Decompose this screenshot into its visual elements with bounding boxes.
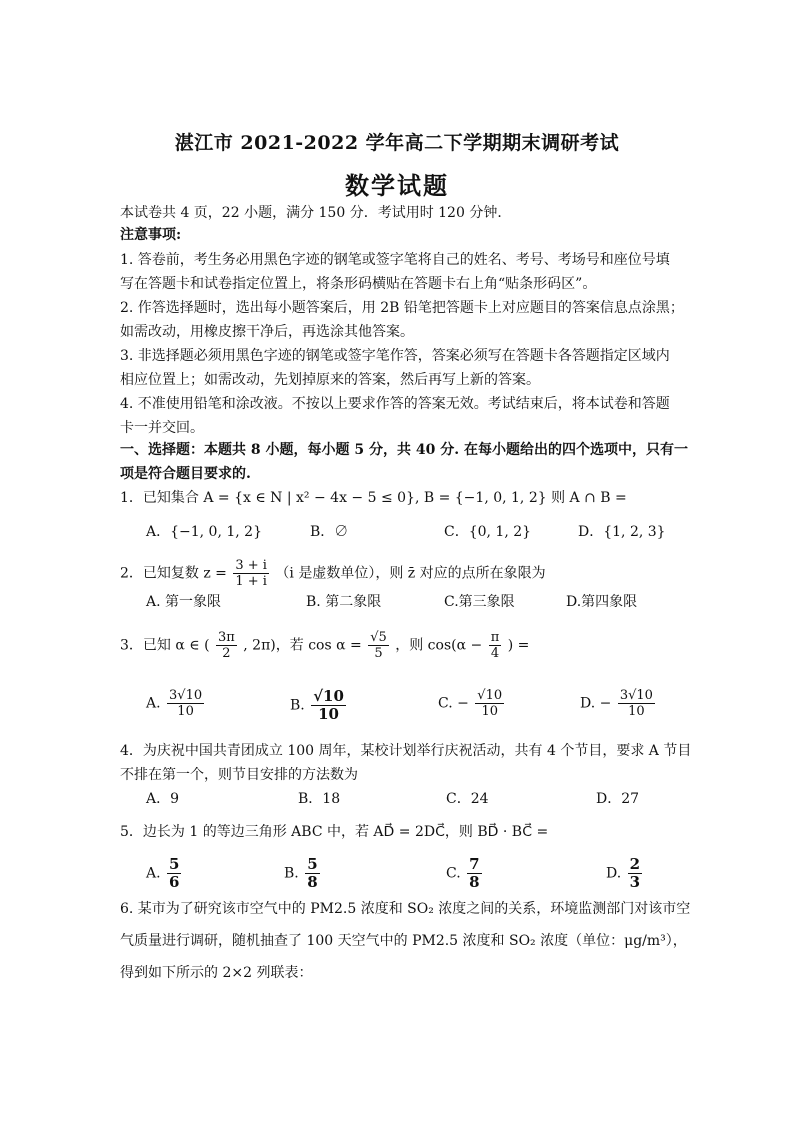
- q3-mid: , 2π)，若 cos α =: [243, 637, 362, 654]
- q3-option-b: [290, 688, 348, 723]
- q3-option-c-den: 10: [481, 704, 498, 719]
- q3-interval-den: 2: [222, 646, 231, 661]
- q2-option-d: D.第四象限: [566, 594, 638, 610]
- q3-option-c: [438, 688, 506, 719]
- q5-option-a-den: 6: [169, 873, 180, 891]
- section-heading-cont: 项是符合题目要求的.: [120, 466, 251, 482]
- question-2-stem: [120, 558, 546, 589]
- q5-option-d-num: 2: [629, 855, 641, 873]
- q5-option-a-label: A.: [146, 865, 161, 882]
- q5-option-a-fraction: [167, 856, 181, 891]
- notes-line: 1. 答卷前，考生务必用黑色字迹的钢笔或签字笔将自己的姓名、考号、考场号和座位号填: [120, 252, 670, 268]
- q1-option-c: C．{0, 1, 2}: [444, 524, 532, 540]
- q3-option-a: [146, 688, 206, 719]
- q4-option-a: A．9: [146, 791, 180, 807]
- section-heading: 一、选择题：本题共 8 小题，每小题 5 分，共 40 分. 在每小题给出的四个选项中，只有一: [120, 442, 688, 458]
- q4-option-d: D．27: [596, 791, 640, 807]
- q3-option-d-num: 3√10: [619, 688, 653, 703]
- q5-option-c-label: C.: [446, 865, 461, 882]
- q2-pre: 2．已知复数 z =: [120, 565, 227, 582]
- question-6-line: 6. 某市为了研究该市空气中的 PM2.5 浓度和 SO₂ 浓度之间的关系，环境监测部门对该市空: [120, 901, 691, 917]
- q5-option-c-den: 8: [469, 873, 480, 891]
- q3-option-b-den: 10: [318, 705, 339, 723]
- q3-cos-den: 5: [374, 646, 383, 661]
- q5-option-d: [606, 856, 644, 891]
- question-3-stem: [120, 630, 529, 661]
- q5-option-d-den: 3: [629, 873, 641, 891]
- q5-option-b-num: 5: [307, 855, 318, 873]
- q3-shift-fraction: [489, 630, 502, 661]
- q3-option-b-fraction: [311, 688, 346, 723]
- q4-option-c: C．24: [446, 791, 489, 807]
- q5-option-c: [446, 856, 484, 891]
- notes-line: 3. 非选择题必须用黑色字迹的钢笔或签字笔作答，答案必须写在答题卡各答题指定区域内: [120, 348, 670, 364]
- question-1-stem: 1．已知集合 A = {x ∈ N | x² − 4x − 5 ≤ 0}, B = {−1, 0, 1, 2} 则 A ∩ B =: [120, 490, 627, 506]
- q5-option-b: [284, 856, 322, 891]
- q2-post: （i 是虚数单位），则 z̄ 对应的点所在象限为: [275, 565, 546, 582]
- q3-option-d-label: D. −: [580, 695, 612, 712]
- question-4-line: 不排在第一个，则节目安排的方法数为: [120, 767, 358, 783]
- q2-option-c: C.第三象限: [444, 594, 515, 610]
- q5-option-a: [146, 856, 183, 891]
- q3-option-c-num: √10: [477, 688, 503, 703]
- q3-post: ) =: [507, 637, 530, 654]
- question-6-line: 得到如下所示的 2×2 列联表：: [120, 965, 313, 981]
- notes-line: 相应位置上；如需改动，先划掉原来的答案，然后再写上新的答案。: [120, 372, 540, 388]
- q3-interval-fraction: [216, 630, 237, 661]
- exam-title: 湛江市 2021-2022 学年高二下学期期末调研考试: [174, 132, 620, 154]
- q5-option-c-fraction: [467, 856, 481, 891]
- q5-option-d-label: D.: [606, 865, 622, 882]
- q2-option-a: A. 第一象限: [146, 594, 222, 610]
- q3-shift-num: π: [490, 630, 500, 645]
- q3-option-b-num: √10: [313, 687, 344, 705]
- subject-title: 数学试题: [345, 171, 449, 200]
- q3-option-b-label: B.: [290, 697, 305, 714]
- q1-option-b: B．∅: [310, 524, 349, 540]
- q3-option-d-den: 10: [628, 704, 645, 719]
- q3-shift-den: 4: [490, 646, 500, 661]
- q3-option-a-den: 10: [177, 704, 194, 719]
- notes-line: 卡一并交回。: [120, 420, 204, 436]
- q3-option-a-fraction: [167, 688, 204, 719]
- q3-option-d-fraction: [618, 688, 655, 719]
- q3-pre: 3．已知 α ∈ (: [120, 637, 210, 654]
- q3-option-a-label: A.: [146, 695, 161, 712]
- notes-line: 4. 不准使用铅笔和涂改液。不按以上要求作答的答案无效。考试结束后，将本试卷和答题: [120, 396, 670, 412]
- q3-option-a-num: 3√10: [169, 688, 203, 703]
- q5-option-b-den: 8: [307, 873, 318, 891]
- q5-option-c-num: 7: [469, 855, 480, 873]
- question-5-stem: 5．边长为 1 的等边三角形 ABC 中，若 AD⃗ = 2DC⃗，则 BD⃗ · BC⃗ =: [120, 824, 549, 840]
- intro-line: 本试卷共 4 页，22 小题，满分 150 分．考试用时 120 分钟．: [120, 205, 512, 221]
- q5-option-d-fraction: [628, 856, 642, 891]
- q1-option-d: D．{1, 2, 3}: [578, 524, 666, 540]
- q3-cos-fraction: [368, 630, 389, 661]
- q3-cos-num: √5: [370, 630, 387, 645]
- q1-option-a: A．{−1, 0, 1, 2}: [146, 524, 262, 540]
- q5-option-a-num: 5: [169, 855, 180, 873]
- q5-option-b-label: B.: [284, 865, 299, 882]
- q2-fraction-num: 3 + i: [235, 558, 267, 573]
- notes-line: 如需改动，用橡皮擦干净后，再选涂其他答案。: [120, 324, 414, 340]
- notes-line: 2. 作答选择题时，选出每小题答案后，用 2B 铅笔把答题卡上对应题目的答案信息点涂黑；: [120, 300, 684, 316]
- q3-option-c-fraction: [475, 688, 504, 719]
- q3-interval-num: 3π: [218, 630, 235, 645]
- q3-option-d: [580, 688, 657, 719]
- notes-heading: 注意事项:: [120, 227, 182, 243]
- q2-fraction-den: 1 + i: [235, 574, 267, 589]
- q4-option-b: B．18: [298, 791, 341, 807]
- q2-option-b: B. 第二象限: [306, 594, 382, 610]
- q3-mid2: ，则 cos(α −: [395, 637, 483, 654]
- question-6-line: 气质量进行调研，随机抽查了 100 天空气中的 PM2.5 浓度和 SO₂ 浓度（单位：μg/m³），: [120, 933, 687, 949]
- q3-option-c-label: C. −: [438, 695, 469, 712]
- q2-fraction: [233, 558, 269, 589]
- q5-option-b-fraction: [305, 856, 319, 891]
- notes-line: 写在答题卡和试卷指定位置上，将条形码横贴在答题卡右上角“贴条形码区”。: [120, 276, 597, 292]
- question-4-line: 4．为庆祝中国共青团成立 100 周年，某校计划举行庆祝活动，共有 4 个节目，要求 A 节目: [120, 743, 692, 759]
